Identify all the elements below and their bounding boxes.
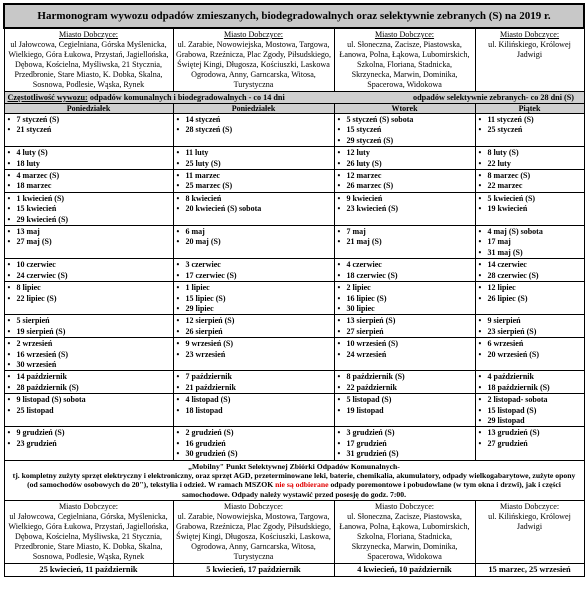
date-item: • 27 maj (S) <box>8 237 171 247</box>
date-list <box>177 171 332 192</box>
date-list <box>177 115 332 136</box>
date-list <box>338 395 473 416</box>
date-item: • 4 czerwiec <box>338 260 473 270</box>
date-cell <box>475 338 584 371</box>
date-cell <box>475 259 584 282</box>
date-list <box>177 395 332 416</box>
date-list <box>177 148 332 169</box>
month-row <box>4 192 584 225</box>
date-item: • 25 listopad <box>8 406 171 416</box>
date-list <box>177 260 332 281</box>
date-item: • 18 marzec <box>8 181 171 191</box>
date-item: • 23 kwiecień (S) <box>338 204 473 214</box>
date-cell <box>334 315 475 338</box>
date-item: • 25 marzec (S) <box>177 181 332 191</box>
date-list <box>177 339 332 360</box>
date-item: • 4 luty (S) <box>8 148 171 158</box>
date-list <box>177 194 332 215</box>
date-item: • 8 październik (S) <box>338 372 473 382</box>
date-item: • 17 maj <box>479 237 582 247</box>
date-item: • 23 sierpień (S) <box>479 327 582 337</box>
date-cell <box>475 170 584 193</box>
date-item: • 10 czerwiec <box>8 260 171 270</box>
date-item: • 7 maj <box>338 227 473 237</box>
date-item: • 10 wrzesień (S) <box>338 339 473 349</box>
date-cell <box>4 338 173 371</box>
frequency-row <box>4 92 584 104</box>
date-item: • 25 styczeń <box>479 125 582 135</box>
date-cell <box>173 371 334 394</box>
date-cell <box>4 282 173 315</box>
date-list <box>338 339 473 360</box>
date-item: • 29 kwiecień (S) <box>8 215 171 225</box>
date-list <box>177 227 332 248</box>
date-item: • 8 lipiec <box>8 283 171 293</box>
date-item: • 2 wrzesień <box>8 339 171 349</box>
schedule-sheet <box>3 3 583 577</box>
date-cell <box>475 147 584 170</box>
date-cell <box>475 315 584 338</box>
date-item: • 9 grudzień (S) <box>8 428 171 438</box>
date-item: • 27 grudzień <box>479 439 582 449</box>
date-item: • 26 marzec (S) <box>338 181 473 191</box>
mobile-point-cell <box>4 460 584 501</box>
area-streets: ul. Zarabie, Nowowiejska, Mostowa, Targowa, Grabowa, Rzeźnicza, Plac Zgody, Piłsudskiego, Świętej Kingi, Długosza, Kościuszki, Laskowa, Ogrodowa, Anny, Garncarska, Witosa, Turystyczna <box>175 512 331 562</box>
date-item: • 9 kwiecień <box>338 194 473 204</box>
date-item: • 9 listopad (S) sobota <box>8 395 171 405</box>
date-cell <box>173 147 334 170</box>
date-list <box>479 194 582 215</box>
date-item: • 20 kwiecień (S) sobota <box>177 204 332 214</box>
date-item: • 17 czerwiec (S) <box>177 271 332 281</box>
date-cell <box>475 427 584 460</box>
date-list <box>8 194 171 225</box>
date-item: • 18 luty <box>8 159 171 169</box>
area-streets: ul. Kilińskiego, Królowej Jadwigi <box>488 40 571 59</box>
date-cell <box>475 226 584 259</box>
date-item: • 22 luty <box>479 159 582 169</box>
mobile-point-text <box>9 471 580 499</box>
date-cell <box>334 371 475 394</box>
date-item: • 15 kwiecień <box>8 204 171 214</box>
date-list <box>8 283 171 304</box>
area-heading: Miasto Dobczyce: <box>58 30 119 39</box>
date-cell <box>4 114 173 147</box>
month-row <box>4 147 584 170</box>
date-item: • 5 kwiecień (S) <box>479 194 582 204</box>
date-list <box>177 283 332 314</box>
date-cell <box>475 282 584 315</box>
date-item: • 2 listopad- sobota <box>479 395 582 405</box>
date-item: • 1 lipiec <box>177 283 332 293</box>
date-item: • 5 listopad (S) <box>338 395 473 405</box>
date-list <box>177 372 332 393</box>
day-header: Poniedziałek <box>173 104 334 114</box>
date-item: • 18 październik (S) <box>479 383 582 393</box>
date-item: • 21 styczeń <box>8 125 171 135</box>
date-list <box>8 372 171 393</box>
date-list <box>479 316 582 337</box>
date-cell <box>173 226 334 259</box>
day-header-row <box>4 104 584 114</box>
date-list <box>338 372 473 393</box>
date-cell <box>4 259 173 282</box>
date-item: • 28 czerwiec (S) <box>479 271 582 281</box>
area-heading: Miasto Dobczyce: <box>374 30 435 39</box>
date-list <box>8 339 171 370</box>
date-item: • 26 luty (S) <box>338 159 473 169</box>
date-item: • 5 sierpień <box>8 316 171 326</box>
date-cell <box>334 114 475 147</box>
date-list <box>479 260 582 281</box>
date-item: • 13 maj <box>8 227 171 237</box>
area-streets: ul. Słoneczna, Zacisze, Piastowska, Łanowa, Polna, Łąkowa, Lubomirskich, Szkolna, Floriana, Stadnicka, Skrzynecka, Marwin, Dominika, Spacerowa, Widokowa <box>339 40 470 89</box>
date-list <box>479 171 582 192</box>
date-item: • 21 październik <box>177 383 332 393</box>
date-cell <box>334 282 475 315</box>
date-cell <box>4 371 173 394</box>
date-list <box>338 115 473 146</box>
mobile-point-row <box>4 460 584 501</box>
area-cell <box>173 28 334 92</box>
mobile-point-title: „Mobilny" Punkt Selektywnej Zbiórki Odpadów Komunalnych- <box>188 461 400 471</box>
date-cell <box>4 147 173 170</box>
page-title: Harmonogram wywozu odpadów zmieszanych, biodegradowalnych oraz selektywnie zebranych (S) na 2019 r. <box>4 4 584 28</box>
date-item: • 29 lipiec <box>177 304 332 314</box>
area-cell <box>475 28 584 92</box>
date-list <box>479 372 582 393</box>
area-heading: Miasto Dobczyce: <box>58 502 119 512</box>
month-row <box>4 371 584 394</box>
area-streets: ul. Zarabie, Nowowiejska, Mostowa, Targowa, Grabowa, Rzeźnicza, Plac Zgody, Piłsudskiego, Świętej Kingi, Długosza, Kościuszki, Laskowa Ogrodowa, Anny, Garncarska, Witosa, Turystyczna <box>175 40 331 89</box>
date-item: • 15 lipiec (S) <box>177 294 332 304</box>
month-row <box>4 427 584 460</box>
date-item: • 8 luty (S) <box>479 148 582 158</box>
date-item: • 11 marzec <box>177 171 332 181</box>
month-row <box>4 259 584 282</box>
date-item: • 31 maj (S) <box>479 248 582 258</box>
date-cell <box>334 147 475 170</box>
date-item: • 19 kwiecień <box>479 204 582 214</box>
date-list <box>8 171 171 192</box>
date-item: • 6 wrzesień <box>479 339 582 349</box>
date-list <box>479 283 582 304</box>
date-item: • 20 wrzesień (S) <box>479 350 582 360</box>
date-cell <box>334 170 475 193</box>
date-item: • 6 maj <box>177 227 332 237</box>
area-cell <box>475 501 584 564</box>
date-item: • 2 lipiec <box>338 283 473 293</box>
date-item: • 12 lipiec <box>479 283 582 293</box>
date-list <box>479 428 582 449</box>
date-item: • 23 grudzień <box>8 439 171 449</box>
date-item: • 12 marzec <box>338 171 473 181</box>
date-cell <box>4 226 173 259</box>
area-cell <box>173 501 334 564</box>
date-list <box>8 148 171 169</box>
area-cell <box>334 501 475 564</box>
date-item: • 16 lipiec (S) <box>338 294 473 304</box>
date-cell <box>334 394 475 427</box>
areas-bottom-row <box>4 501 584 564</box>
date-cell <box>173 170 334 193</box>
areas-top-row <box>4 28 584 92</box>
date-item: • 29 listopad <box>479 416 582 426</box>
area-heading: Miasto Dobczyce: <box>223 502 284 512</box>
date-item: • 4 maj (S) sobota <box>479 227 582 237</box>
area-heading: Miasto Dobczyce: <box>223 30 284 39</box>
date-list <box>479 339 582 360</box>
date-cell <box>334 226 475 259</box>
date-cell <box>173 114 334 147</box>
date-item: • 15 listopad (S) <box>479 406 582 416</box>
month-row <box>4 226 584 259</box>
day-header: Piątek <box>475 104 584 114</box>
area-streets: ul. Słoneczna, Zacisze, Piastowska, Łanowa, Polna, Łąkowa, Lubomirskich, Szkolna, Floriana, Stadnicka, Skrzynecka, Marwin, Dominika, Spacerowa, Widokowa <box>339 512 470 562</box>
date-cell <box>173 282 334 315</box>
date-item: • 11 styczeń (S) <box>479 115 582 125</box>
frequency-label: Częstotliwość wywozu: <box>7 93 88 102</box>
date-item: • 28 styczeń (S) <box>177 125 332 135</box>
date-cell <box>4 192 173 225</box>
date-item: • 7 październik <box>177 372 332 382</box>
date-item: • 4 listopad (S) <box>177 395 332 405</box>
mobile-date: 25 kwiecień, 11 październik <box>4 564 173 577</box>
date-cell <box>4 170 173 193</box>
date-cell <box>334 192 475 225</box>
date-item: • 12 sierpień (S) <box>177 316 332 326</box>
date-cell <box>334 259 475 282</box>
date-cell <box>173 192 334 225</box>
date-item: • 22 marzec <box>479 181 582 191</box>
mobile-date: 15 marzec, 25 wrzesień <box>475 564 584 577</box>
date-item: • 25 luty (S) <box>177 159 332 169</box>
date-item: • 31 grudzień (S) <box>338 449 473 459</box>
mobile-dates-row <box>4 564 584 577</box>
day-header: Wtorek <box>334 104 475 114</box>
date-item: • 3 czerwiec <box>177 260 332 270</box>
date-item: • 18 listopad <box>177 406 332 416</box>
date-item: • 4 październik <box>479 372 582 382</box>
date-list <box>338 194 473 215</box>
date-cell <box>173 338 334 371</box>
area-heading: Miasto Dobczyce: <box>499 502 560 512</box>
area-streets: ul Jałowcowa, Cegielniana, Górska Myślenicka, Wielkiego, Góra Łukowa, Przystań, Jagiellońska, Dębowa, Kościelna, Myśliwska, 21 Stycznia, Przedbronie, Stare Miasto, K. Dobka, Skalna, Sosnowa, Podlesie, Wąska, Rynek <box>8 40 169 89</box>
date-item: • 22 lipiec (S) <box>8 294 171 304</box>
date-list <box>479 148 582 169</box>
date-list <box>338 227 473 248</box>
date-item: • 9 wrzesień (S) <box>177 339 332 349</box>
date-list <box>338 260 473 281</box>
date-item: • 16 grudzień <box>177 439 332 449</box>
date-item: • 29 styczeń (S) <box>338 136 473 146</box>
date-list <box>479 115 582 136</box>
date-item: • 30 lipiec <box>338 304 473 314</box>
date-item: • 24 wrzesień <box>338 350 473 360</box>
date-list <box>8 227 171 248</box>
month-row <box>4 394 584 427</box>
date-item: • 12 luty <box>338 148 473 158</box>
area-heading: Miasto Dobczyce: <box>499 30 560 39</box>
date-item: • 19 listopad <box>338 406 473 416</box>
date-cell <box>475 394 584 427</box>
date-list <box>479 227 582 258</box>
schedule-table <box>3 3 585 577</box>
date-item: • 26 lipiec (S) <box>479 294 582 304</box>
date-item: • 16 wrzesień (S) <box>8 350 171 360</box>
date-item: • 8 marzec (S) <box>479 171 582 181</box>
date-item: • 20 maj (S) <box>177 237 332 247</box>
date-list <box>177 428 332 459</box>
date-list <box>8 115 171 136</box>
month-row <box>4 338 584 371</box>
date-item: • 1 kwiecień (S) <box>8 194 171 204</box>
date-item: • 13 grudzień (S) <box>479 428 582 438</box>
month-row <box>4 170 584 193</box>
month-row <box>4 114 584 147</box>
date-item: • 7 styczeń (S) <box>8 115 171 125</box>
date-cell <box>475 114 584 147</box>
date-cell <box>173 394 334 427</box>
date-cell <box>4 427 173 460</box>
date-list <box>338 171 473 192</box>
date-list <box>8 260 171 281</box>
date-item: • 2 grudzień (S) <box>177 428 332 438</box>
date-list <box>338 283 473 314</box>
area-cell <box>4 28 173 92</box>
date-item: • 24 czerwiec (S) <box>8 271 171 281</box>
area-cell <box>4 501 173 564</box>
date-item: • 3 grudzień (S) <box>338 428 473 438</box>
date-cell <box>173 427 334 460</box>
area-streets: ul Jałowcowa, Cegielniana, Górska, Myślenicka, Wielkiego, Góra Łukowa, Przystań, Jagiellońska, Dębowa, Kościelna, Myśliwska, 21 Stycznia, Przedbronie, Stare Miasto, K. Dobka, Skalna, Sosnowa, Podlesie, Wąska, Rynek <box>8 512 169 562</box>
date-item: • 30 grudzień (S) <box>177 449 332 459</box>
mobile-date: 5 kwiecień, 17 październik <box>173 564 334 577</box>
date-item: • 14 czerwiec <box>479 260 582 270</box>
day-header: Poniedziałek <box>4 104 173 114</box>
date-item: • 26 sierpień <box>177 327 332 337</box>
mobile-text-part: odpady poremontowe i pobudowlane (w tym okna i drzwi), jak i części samochodowe. Odpady należy wystawić przed posesję do godz. 7:00. <box>182 480 561 499</box>
date-cell <box>173 315 334 338</box>
month-rows <box>4 114 584 461</box>
date-item: • 4 marzec (S) <box>8 171 171 181</box>
date-item: • 11 luty <box>177 148 332 158</box>
date-item: • 14 styczeń <box>177 115 332 125</box>
date-item: • 28 październik (S) <box>8 383 171 393</box>
mobile-date: 4 kwiecień, 10 październik <box>334 564 475 577</box>
date-item: • 19 sierpień (S) <box>8 327 171 337</box>
date-cell <box>475 371 584 394</box>
mobile-text-red: nie są odbierane <box>275 480 329 490</box>
date-item: • 13 sierpień (S) <box>338 316 473 326</box>
date-item: • 18 czerwiec (S) <box>338 271 473 281</box>
date-cell <box>4 315 173 338</box>
date-list <box>338 316 473 337</box>
area-heading: Miasto Dobczyce: <box>374 502 435 512</box>
date-list <box>479 395 582 426</box>
date-item: • 30 wrzesień <box>8 360 171 370</box>
frequency-left: odpadów komunalnych i biodegradowalnych - co 14 dni <box>87 93 285 102</box>
date-list <box>8 395 171 416</box>
date-cell <box>4 394 173 427</box>
date-list <box>8 428 171 449</box>
date-list <box>338 148 473 169</box>
date-cell <box>334 427 475 460</box>
date-cell <box>173 259 334 282</box>
mobile-text-part: tj. kompletny zużyty sprzęt elektryczny i elektroniczny, oraz sprzęt AGD, przeterminowane leki, baterie, chemikalia, akumulatory, odpady wielkogabarytowe, zużyte opony (od samochodów osobowych do 20"), tekstylia i odzież. W ramach MSZOK <box>12 471 576 490</box>
date-cell <box>475 192 584 225</box>
month-row <box>4 315 584 338</box>
date-item: • 21 maj (S) <box>338 237 473 247</box>
date-item: • 22 październik <box>338 383 473 393</box>
area-cell <box>334 28 475 92</box>
date-cell <box>334 338 475 371</box>
date-item: • 8 kwiecień <box>177 194 332 204</box>
date-item: • 17 grudzień <box>338 439 473 449</box>
date-list <box>8 316 171 337</box>
date-item: • 27 sierpień <box>338 327 473 337</box>
date-item: • 9 sierpień <box>479 316 582 326</box>
area-streets: ul. Kilińskiego, Królowej Jadwigi <box>488 512 571 532</box>
date-item: • 23 wrzesień <box>177 350 332 360</box>
date-list <box>177 316 332 337</box>
date-item: • 15 styczeń <box>338 125 473 135</box>
month-row <box>4 282 584 315</box>
date-list <box>338 428 473 459</box>
date-item: • 5 styczeń (S) sobota <box>338 115 473 125</box>
frequency-right: odpadów selektywnie zebranych- co 28 dni (S) <box>413 93 575 102</box>
date-item: • 14 październik <box>8 372 171 382</box>
